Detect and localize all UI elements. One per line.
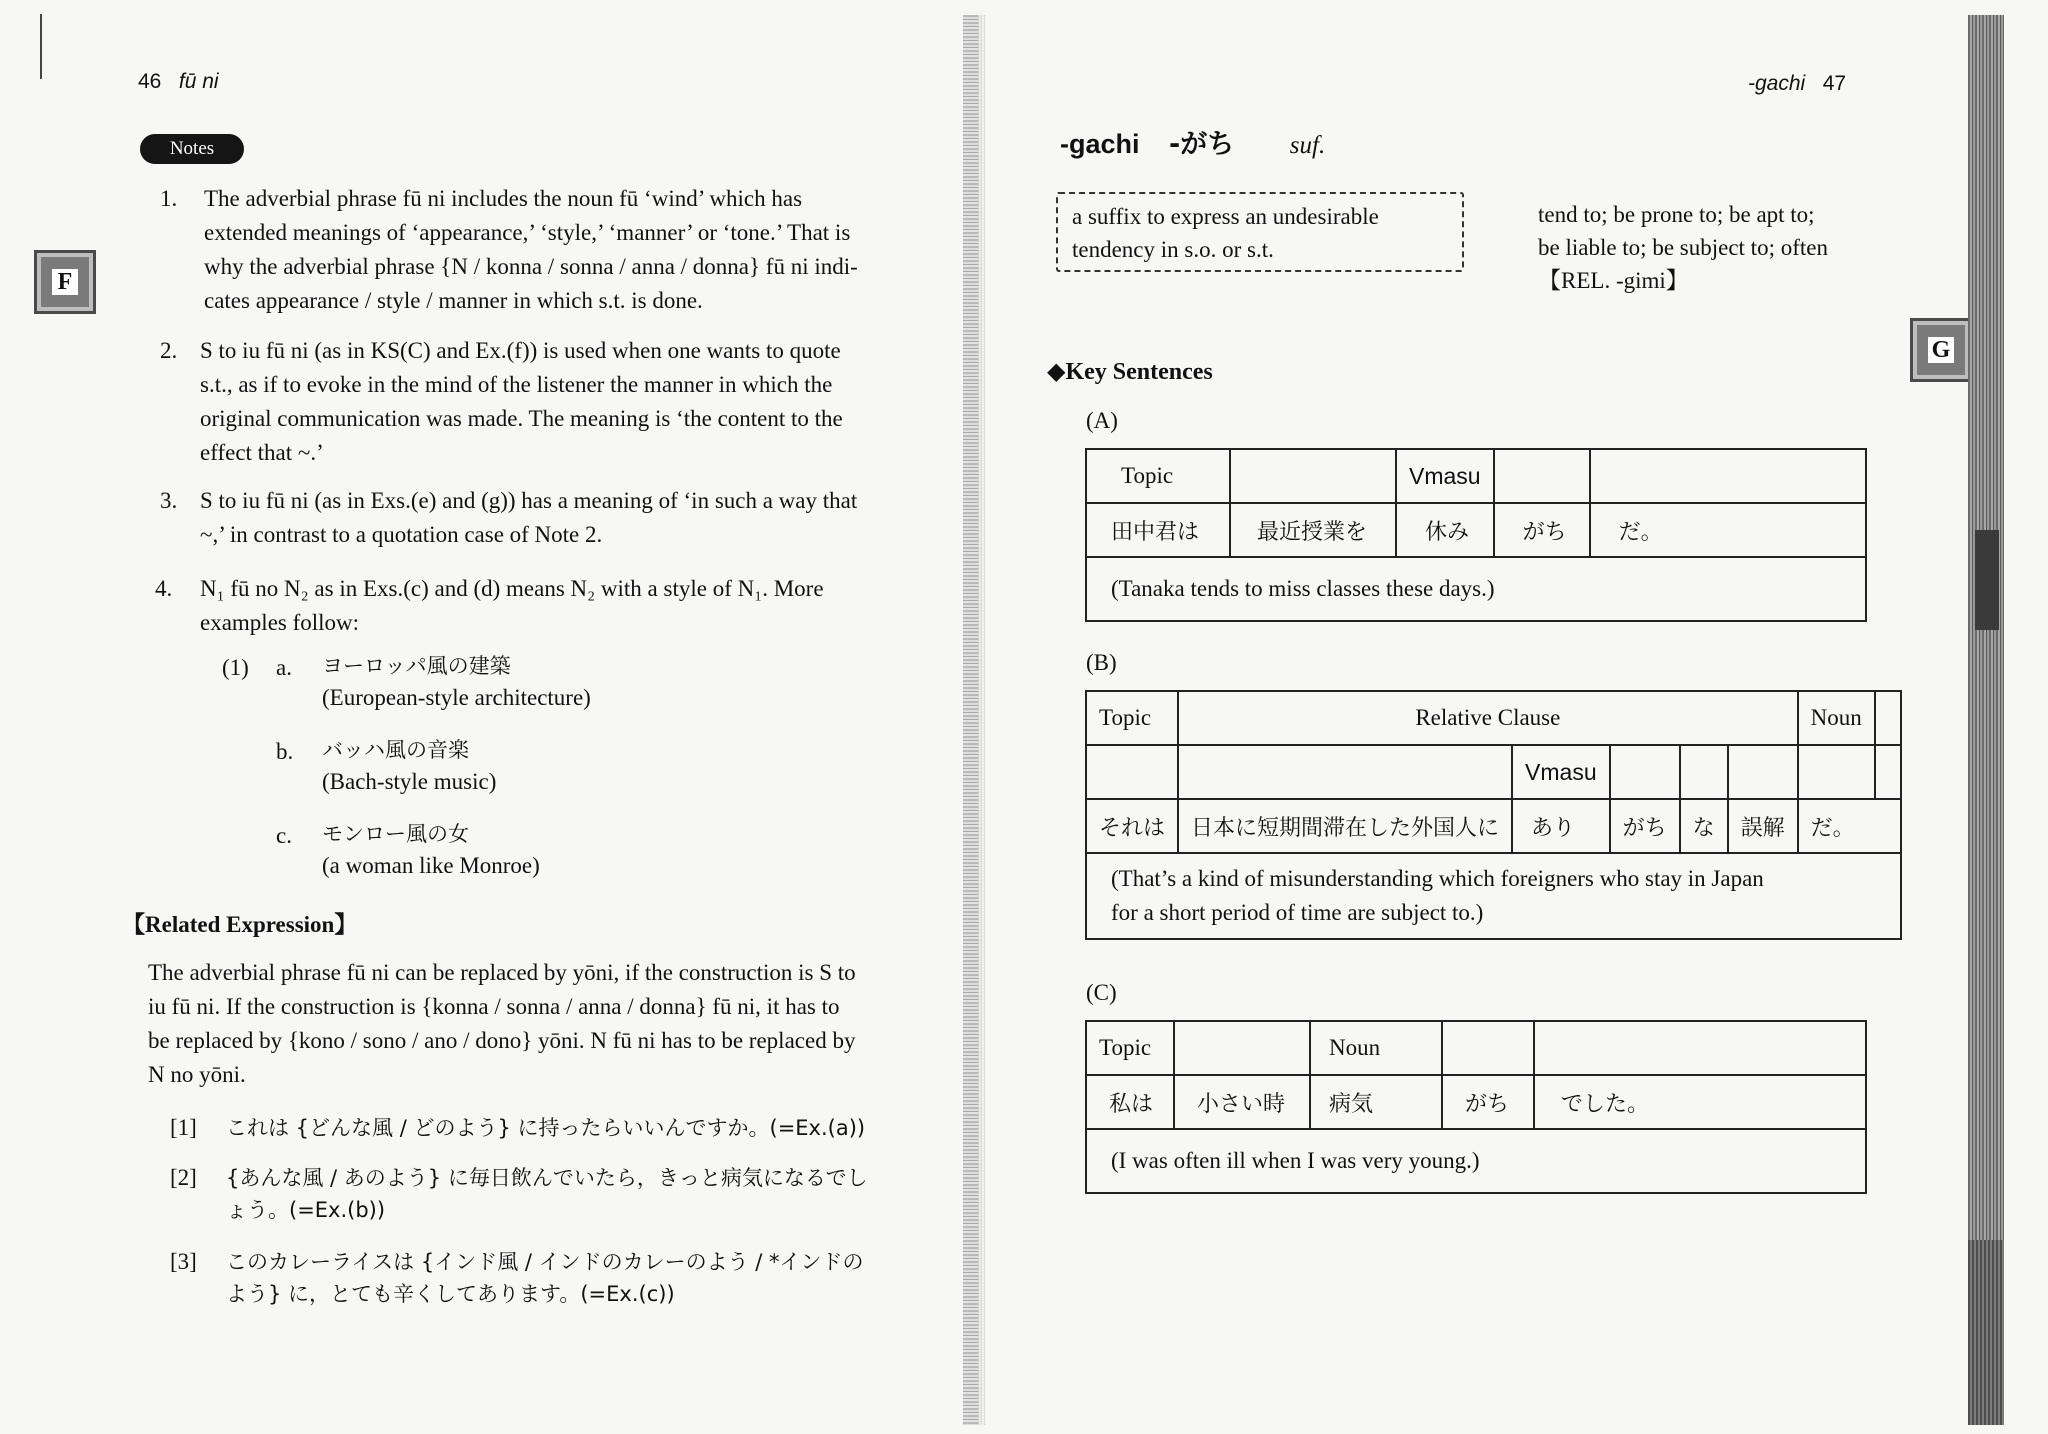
note-number: 3. [160,488,178,513]
table-cell: 最近授業を [1230,503,1396,557]
related-example-2 [226,1162,868,1226]
table-cell: がち [1442,1075,1534,1129]
table-cell [1875,745,1901,799]
table-cell: Topic [1086,691,1178,745]
table-cell: 小さい時 [1174,1075,1310,1129]
example-a [322,650,591,714]
note-3 [200,484,940,552]
entry-romaji: -gachi [1060,129,1140,159]
table-cell [1494,449,1590,503]
table-cell [1798,745,1875,799]
example-en: (a woman like Monroe) [322,853,540,878]
thumb-letter: F [52,269,78,295]
definition-box [1056,192,1464,272]
table-cell [1728,745,1798,799]
translation-cell: (Tanaka tends to miss classes these days.) [1086,557,1866,621]
table-row [1086,557,1866,621]
related-expression-text [148,956,936,1092]
table-cell: あり [1512,799,1610,853]
entry-kana: -がち [1169,129,1235,160]
table-row [1086,1075,1866,1129]
definition-line: a suffix to express an undesirable [1072,204,1379,229]
related-line: iu fū ni. If the construction is {konna / sonna / anna / donna} fū ni, it has to [148,994,840,1019]
translation-cell [1086,853,1901,939]
table-header-row [1086,1021,1866,1075]
table-cell [1610,745,1680,799]
table-cell: Topic [1086,449,1230,503]
table-cell: でした。 [1534,1075,1866,1129]
note-line: original communication was made. The meaning is ‘the content to the [200,406,843,431]
note-number: 1. [160,186,178,211]
table-cell [1534,1021,1866,1075]
translation-cell: (I was often ill when I was very young.) [1086,1129,1866,1193]
right-page-number: 47 [1822,72,1847,95]
table-cell: だ。 [1798,799,1901,853]
scan-mark [40,14,42,79]
related-example-line: このカレーライスは {インド風 / インドのカレーのよう / *インドの [226,1250,864,1274]
related-line: be replaced by {kono / sono / ano / dono} yōni. N fū ni has to be replaced by [148,1028,856,1053]
table-cell [1590,449,1866,503]
table-cell [1174,1021,1310,1075]
definition-line: tendency in s.o. or s.t. [1072,237,1274,262]
table-cell: 日本に短期間滞在した外国人に [1178,799,1512,853]
table-row [1086,853,1901,939]
note-line: extended meanings of ‘appearance,’ ‘style,’ ‘manner’ or ‘tone.’ That is [204,220,851,245]
example-letter: a. [276,655,292,680]
key-sentences-heading: ◆Key Sentences [1047,359,1213,385]
thumb-letter: G [1928,337,1954,363]
thumb-index-f [34,250,96,314]
note-line: N₁ fū no N₂ as in Exs.(c) and (d) means N₂ with a style of N₁. More [200,576,824,601]
translation-line: for a short period of time are subject to.) [1111,900,1484,925]
example-letter: c. [276,823,292,848]
example-en: (Bach-style music) [322,769,497,794]
table-cell: だ。 [1590,503,1866,557]
table-cell: がち [1494,503,1590,557]
note-number: 4. [155,576,173,601]
table-cell: Vmasu [1512,745,1610,799]
page-edge-mark [1975,530,1999,630]
example-marker: (1) [222,655,249,680]
entry-title [1060,122,1325,161]
english-equivalents [1538,198,1918,297]
note-line: effect that ~.’ [200,440,324,465]
page-edge-mark [1968,1240,2004,1425]
note-line: s.t., as if to evoke in the mind of the listener the manner in which the [200,372,833,397]
table-cell [1178,745,1512,799]
translation-line: (That’s a kind of misunderstanding which foreigners who stay in Japan [1111,866,1764,891]
table-row [1086,1129,1866,1193]
table-row [1086,799,1901,853]
table-cell: それは [1086,799,1178,853]
example-letter: b. [276,739,294,764]
note-line: ~,’ in contrast to a quotation case of Note 2. [200,522,603,547]
left-page-number: 46 [138,70,162,93]
table-cell: 田中君は [1086,503,1230,557]
page-edge-stack [1968,15,2004,1425]
note-line: S to iu fū ni (as in Exs.(e) and (g)) has a meaning of ‘in such a way that [200,488,858,513]
example-jp: バッハ風の音楽 [322,738,469,762]
table-cell: 誤解 [1728,799,1798,853]
related-example-line: これは {どんな風 / どのよう} に持ったらいいんですか。(=Ex.(a)) [226,1116,866,1140]
related-example-marker: [3] [170,1249,197,1274]
related-example-1 [226,1112,865,1144]
related-line: N no yōni. [148,1062,246,1087]
equivalents-line: be liable to; be subject to; often [1538,235,1828,260]
note-number: 2. [160,338,178,363]
related-example-3 [226,1246,864,1310]
left-head-title: fū ni [178,70,219,93]
table-row [1086,503,1866,557]
table-cell: Topic [1086,1021,1174,1075]
related-example-marker: [2] [170,1165,197,1190]
table-cell: 休み [1396,503,1494,557]
table-cell [1230,449,1396,503]
note-1 [204,182,944,318]
example-en: (European-style architecture) [322,685,591,710]
example-jp: ヨーロッパ風の建築 [322,654,511,678]
table-cell: 病気 [1310,1075,1442,1129]
table-cell: がち [1610,799,1680,853]
table-header-row [1086,691,1901,745]
equivalents-line: tend to; be prone to; be apt to; [1538,202,1815,227]
notes-badge: Notes [140,134,244,164]
note-line: S to iu fū ni (as in KS(C) and Ex.(f)) is used when one wants to quote [200,338,841,363]
key-sentence-table-b [1085,690,1902,940]
thumb-index-g [1910,318,1972,382]
example-c [322,818,540,882]
table-cell: Noun [1310,1021,1442,1075]
key-sentence-table-a [1085,448,1867,622]
left-page [0,0,970,1434]
table-cell: Vmasu [1396,449,1494,503]
related-line: The adverbial phrase fū ni can be replaced by yōni, if the construction is S to [148,960,856,985]
left-running-head [138,70,219,94]
note-line: The adverbial phrase fū ni includes the noun fū ‘wind’ which has [204,186,803,211]
note-line: why the adverbial phrase {N / konna / sonna / anna / donna} fū ni indi- [204,254,858,279]
right-running-head [1748,72,1846,96]
ks-label-b: (B) [1086,650,1117,675]
table-cell: Noun [1798,691,1875,745]
example-b [322,734,496,798]
ks-label-c: (C) [1086,980,1117,1005]
table-cell: Relative Clause [1178,691,1798,745]
related-example-marker: [1] [170,1115,197,1140]
table-cell: な [1680,799,1728,853]
note-4 [200,572,940,640]
example-jp: モンロー風の女 [322,822,469,846]
related-example-line: ょう。(=Ex.(b)) [226,1198,386,1222]
key-sentence-table-c [1085,1020,1867,1194]
ks-label-a: (A) [1086,408,1118,433]
table-cell: 私は [1086,1075,1174,1129]
entry-part-of-speech: suf. [1289,132,1326,159]
related-example-line: {あんな風 / あのよう} に毎日飲んでいたら，きっと病気になるでし [226,1166,868,1190]
note-line: examples follow: [200,610,360,635]
note-line: cates appearance / style / manner in which s.t. is done. [204,288,703,313]
table-cell [1875,691,1901,745]
table-cell [1086,745,1178,799]
related-expression-heading: 【Related Expression】 [122,912,358,937]
equivalents-line: 【REL. -gimi】 [1538,268,1689,293]
table-cell [1680,745,1728,799]
table-header-row [1086,449,1866,503]
table-cell [1442,1021,1534,1075]
right-head-title: -gachi [1748,72,1806,95]
note-2 [200,334,940,470]
table-header-row [1086,745,1901,799]
related-example-line: よう} に，とても辛くしてあります。(=Ex.(c)) [226,1282,675,1306]
